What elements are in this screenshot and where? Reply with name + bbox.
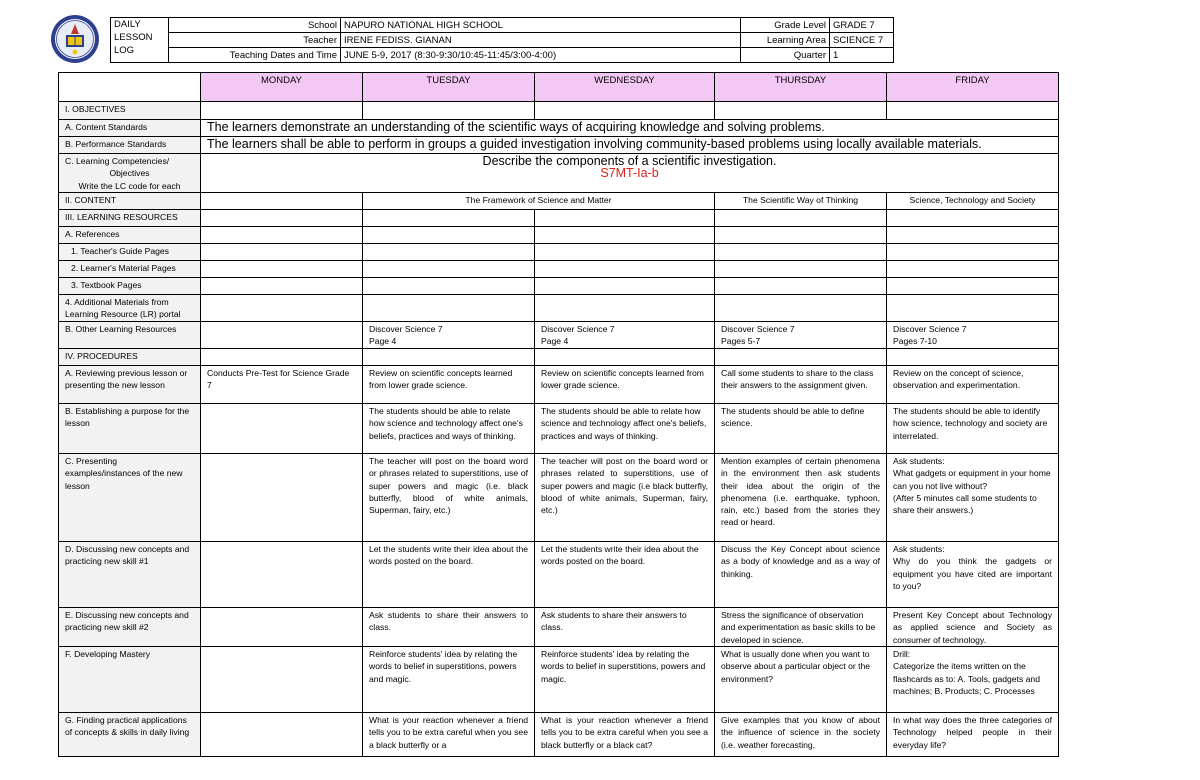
day-wednesday: WEDNESDAY: [535, 73, 715, 102]
discussing-1-tuesday: Let the students write their idea about the words posted on the board.: [363, 542, 535, 608]
discussing-2-friday: Present Key Concept about Technology as applied science and Society as consumer of technology.: [887, 608, 1059, 647]
discussing-1-friday: Ask students: Why do you think the gadgets or equipment you have cited are important to you?: [887, 542, 1059, 608]
purpose-wednesday: The students should be able to relate how science and technology affect one's beliefs, practices and ways of thinking.: [535, 404, 715, 454]
table-row: [59, 210, 1059, 227]
table-row: [59, 193, 1059, 210]
reviewing-wednesday: Review on scientific concepts learned from lower grade science.: [535, 366, 715, 404]
day-thursday: THURSDAY: [715, 73, 887, 102]
reviewing-thursday: Call some students to share to the class their answers to the assignment given.: [715, 366, 887, 404]
reviewing-monday: Conducts Pre-Test for Science Grade 7: [201, 366, 363, 404]
content-standards-text: The learners demonstrate an understanding of the scientific ways of acquiring knowledge and solving problems.: [201, 120, 1059, 137]
content-tue-wed: The Framework of Science and Matter: [363, 193, 715, 210]
discussing-1-thursday: Discuss the Key Concept about science as a body of knowledge and as a way of thinking.: [715, 542, 887, 608]
table-row: [59, 608, 1059, 647]
applications-tuesday: What is your reaction whenever a friend tells you to be extra careful when you see a black butterfly or a: [363, 713, 535, 757]
mastery-wednesday: Reinforce students' idea by relating the words to belief in superstitions, powers and magic.: [535, 647, 715, 713]
school-label: School: [169, 18, 341, 33]
applications-label: G. Finding practical applications of concepts & skills in daily living: [59, 713, 201, 757]
lesson-log-table: [58, 72, 1059, 757]
corner-cell: [59, 73, 201, 102]
reviewing-label: A. Reviewing previous lesson or presenting the new lesson: [59, 366, 201, 404]
discussing-2-label: E. Discussing new concepts and practicing new skill #2: [59, 608, 201, 647]
reviewing-tuesday: Review on scientific concepts learned from lower grade science.: [363, 366, 535, 404]
resources-label: III. LEARNING RESOURCES: [59, 210, 201, 227]
mastery-tuesday: Reinforce students' idea by relating the words to belief in superstitions, powers and magic.: [363, 647, 535, 713]
presenting-friday: Ask students: What gadgets or equipment in your home can you not live without? (After 5 minutes call some students to share their answers.): [887, 454, 1059, 542]
performance-standards-text: The learners shall be able to perform in groups a guided investigation involving community-based problems using locally available materials.: [201, 137, 1059, 154]
quarter-label: Quarter: [741, 48, 830, 63]
teacher-label: Teacher: [169, 33, 341, 48]
competency-code: S7MT-Ia-b: [600, 166, 659, 181]
content-standards-label: A. Content Standards: [59, 120, 201, 137]
references-label: A. References: [59, 227, 201, 244]
textbook-pages-label: 3. Textbook Pages: [59, 278, 201, 295]
objectives-label: I. OBJECTIVES: [59, 102, 201, 120]
other-resources-friday: Discover Science 7 Pages 7-10: [887, 322, 1059, 349]
reviewing-friday: Review on the concept of science, observation and experimentation.: [887, 366, 1059, 404]
mastery-thursday: What is usually done when you want to observe about a particular object or the environment?: [715, 647, 887, 713]
dll-title: DAILY LESSON LOG: [111, 18, 169, 63]
header-table: [110, 17, 894, 63]
mastery-friday: Drill: Categorize the items written on the flashcards as to: A. Tools, gadgets and machines; B. Products; C. Processes: [887, 647, 1059, 713]
day-header-row: [59, 73, 1059, 102]
content-friday: Science, Technology and Society: [887, 193, 1059, 210]
table-row: [59, 454, 1059, 542]
applications-friday: In what way does the three categories of Technology helped people in their everyday life?: [887, 713, 1059, 757]
day-monday: MONDAY: [201, 73, 363, 102]
presenting-label: C. Presenting examples/instances of the new lesson: [59, 454, 201, 542]
discussing-2-wednesday: Ask students to share their answers to class.: [535, 608, 715, 647]
discussing-2-thursday: Stress the significance of observation and experimentation as basic skills to be developed in science.: [715, 608, 887, 647]
table-row: [59, 261, 1059, 278]
mastery-label: F. Developing Mastery: [59, 647, 201, 713]
additional-materials-label: 4. Additional Materials from Learning Resource (LR) portal: [59, 295, 201, 322]
other-resources-label: B. Other Learning Resources: [59, 322, 201, 349]
learning-area-label: Learning Area: [741, 33, 830, 48]
dates-value: JUNE 5-9, 2017 (8:30-9:30/10:45-11:45/3:00-4:00): [341, 48, 741, 63]
table-row: [59, 102, 1059, 120]
table-row: [59, 137, 1059, 154]
content-label: II. CONTENT: [59, 193, 201, 210]
grade-level-label: Grade Level: [741, 18, 830, 33]
purpose-thursday: The students should be able to define science.: [715, 404, 887, 454]
table-row: [59, 278, 1059, 295]
procedures-label: IV. PROCEDURES: [59, 349, 201, 366]
applications-wednesday: What is your reaction whenever a friend tells you to be extra careful when you see a black butterfly or a black cat?: [535, 713, 715, 757]
teacher-value: IRENE FEDISS. GIANAN: [341, 33, 741, 48]
presenting-wednesday: The teacher will post on the board word or phrases related to superstitions, use of super powers and magic (i.e black butterfly, blood of white animals, Superman, fairy, etc.): [535, 454, 715, 542]
day-tuesday: TUESDAY: [363, 73, 535, 102]
table-row: [59, 244, 1059, 261]
competencies-text: Describe the components of a scientific investigation.: [482, 154, 777, 168]
teachers-guide-label: 1. Teacher's Guide Pages: [59, 244, 201, 261]
learners-material-label: 2. Learner's Material Pages: [59, 261, 201, 278]
other-resources-tuesday: Discover Science 7 Page 4: [363, 322, 535, 349]
other-resources-wednesday: Discover Science 7 Page 4: [535, 322, 715, 349]
applications-thursday: Give examples that you know of about the influence of science in the society (i.e. weather forecasting,: [715, 713, 887, 757]
deped-seal-icon: [50, 14, 100, 64]
discussing-1-label: D. Discussing new concepts and practicing new skill #1: [59, 542, 201, 608]
table-row: [59, 647, 1059, 713]
presenting-tuesday: The teacher will post on the board word or phrases related to superstitions, use of super powers and magic (i.e. black butterfly, blood of white animals, Superman, fairy, etc.): [363, 454, 535, 542]
table-row: [59, 366, 1059, 404]
table-row: [59, 542, 1059, 608]
table-row: [59, 227, 1059, 244]
table-row: [59, 404, 1059, 454]
performance-standards-label: B. Performance Standards: [59, 137, 201, 154]
content-thursday: The Scientific Way of Thinking: [715, 193, 887, 210]
table-row: [59, 295, 1059, 322]
purpose-tuesday: The students should be able to relate how science and technology affect one's beliefs, practices and ways of thinking.: [363, 404, 535, 454]
competencies-label: C. Learning Competencies/ Objectives Write the LC code for each: [59, 154, 201, 193]
other-resources-thursday: Discover Science 7 Pages 5-7: [715, 322, 887, 349]
presenting-thursday: Mention examples of certain phenomena in the environment then ask students their idea about the origin of the phenomena (i.e. earthquake, typhoon, rain, etc.) based from the stories they read or heard.: [715, 454, 887, 542]
discussing-2-tuesday: Ask students to share their answers to class.: [363, 608, 535, 647]
table-row: [59, 154, 1059, 193]
table-row: [59, 713, 1059, 757]
discussing-1-wednesday: Let the students write their idea about the words posted on the board.: [535, 542, 715, 608]
table-row: [59, 322, 1059, 349]
learning-area-value: SCIENCE 7: [830, 33, 894, 48]
day-friday: FRIDAY: [887, 73, 1059, 102]
dates-label: Teaching Dates and Time: [169, 48, 341, 63]
table-row: [59, 120, 1059, 137]
table-row: [59, 349, 1059, 366]
purpose-label: B. Establishing a purpose for the lesson: [59, 404, 201, 454]
purpose-friday: The students should be able to identify how science, technology and society are interrelated.: [887, 404, 1059, 454]
grade-level-value: GRADE 7: [830, 18, 894, 33]
quarter-value: 1: [830, 48, 894, 63]
school-value: NAPURO NATIONAL HIGH SCHOOL: [341, 18, 741, 33]
competencies-cell: [201, 154, 1059, 193]
